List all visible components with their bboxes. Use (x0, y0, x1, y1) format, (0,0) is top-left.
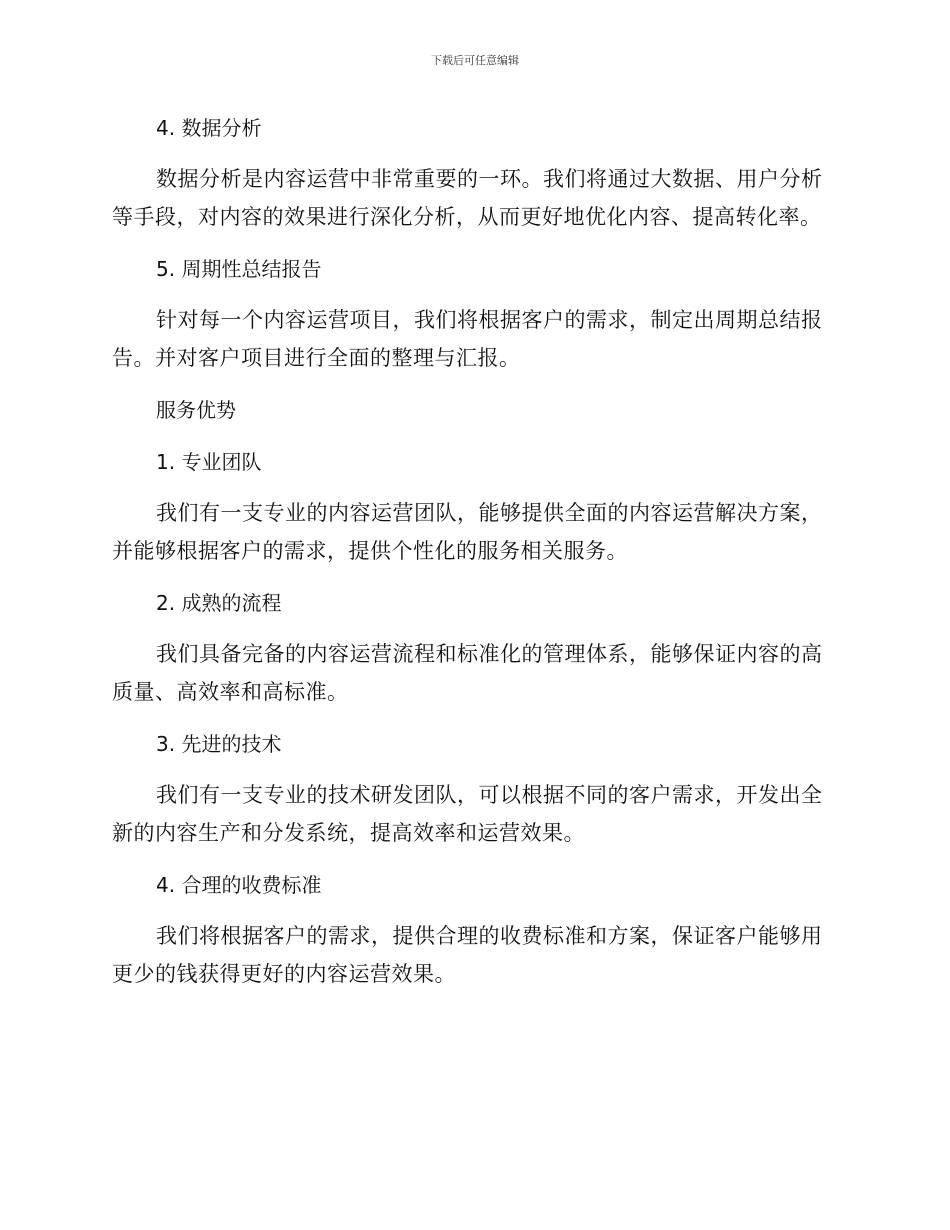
section-heading-data-analysis: 4. 数据分析 (156, 116, 262, 140)
page-header: 下载后可任意编辑 (431, 54, 519, 67)
section-paragraph-professional-team: 我们有一支专业的内容运营团队，能够提供全面的内容运营解决方案，并能够根据客户的需求，提供个性化的服务相关服务。 (112, 501, 823, 563)
section-paragraph-data-analysis: 数据分析是内容运营中非常重要的一环。我们将通过大数据、用户分析等手段，对内容的效果进行深化分析，从而更好地优化内容、提高转化率。 (112, 167, 823, 229)
section-heading-periodic-report: 5. 周期性总结报告 (156, 257, 322, 281)
section-heading-reasonable-fees: 4. 合理的收费标准 (156, 873, 322, 897)
section-paragraph-mature-process: 我们具备完备的内容运营流程和标准化的管理体系，能够保证内容的高质量、高效率和高标准。 (112, 642, 823, 704)
section-heading-professional-team: 1. 专业团队 (156, 450, 262, 474)
section-heading-advanced-technology: 3. 先进的技术 (156, 732, 282, 756)
section-paragraph-advanced-technology: 我们有一支专业的技术研发团队，可以根据不同的客户需求，开发出全新的内容生产和分发系统，提高效率和运营效果。 (112, 783, 823, 845)
document-body (112, 108, 832, 993)
section-heading-service-advantages: 服务优势 (156, 398, 236, 422)
section-paragraph-periodic-report: 针对每一个内容运营项目，我们将根据客户的需求，制定出周期总结报告。并对客户项目进行全面的整理与汇报。 (112, 308, 823, 370)
section-paragraph-reasonable-fees: 我们将根据客户的需求，提供合理的收费标准和方案，保证客户能够用更少的钱获得更好的内容运营效果。 (112, 924, 823, 986)
section-heading-mature-process: 2. 成熟的流程 (156, 591, 282, 615)
